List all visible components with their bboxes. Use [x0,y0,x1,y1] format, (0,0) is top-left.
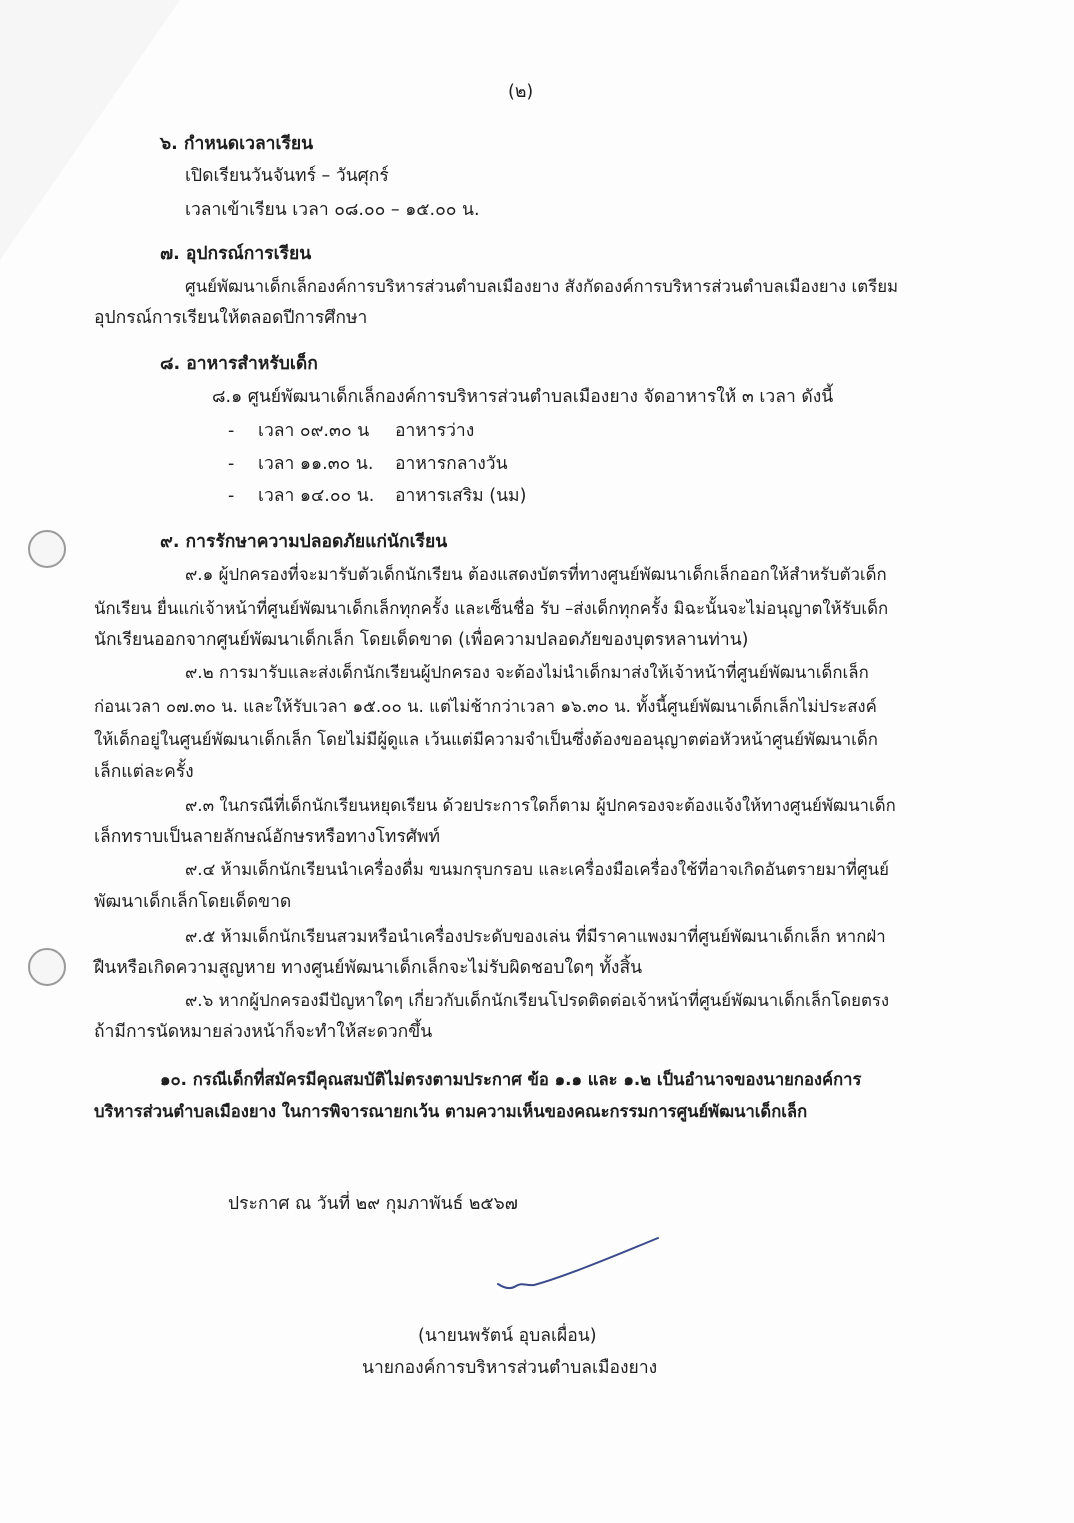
section-6-line: เวลาเข้าเรียน เวลา ๐๘.๐๐ – ๑๕.๐๐ น. [185,200,480,220]
paragraph-line: ให้เด็กอยู่ในศูนย์พัฒนาเด็กเล็ก โดยไม่มีผู้ดูแล เว้นแต่มีความจำเป็นซึ่งต้องขออนุญาตต่อหัวหน้าศูนย์พัฒนาเด็ก [94,729,878,749]
section-7-heading: ๗. อุปกรณ์การเรียน [160,244,312,264]
paragraph-line: นักเรียน ยื่นแก่เจ้าหน้าที่ศูนย์พัฒนาเด็กเล็กทุกครั้ง และเซ็นชื่อ รับ –ส่งเด็กทุกครั้ง มิฉะนั้นจะไม่อนุญาตให้รับเด็ก [94,598,889,618]
section-9-heading: ๙. การรักษาความปลอดภัยแก่นักเรียน [160,532,448,552]
punch-hole [28,530,66,568]
signature-mark [490,1228,670,1298]
paragraph-line: พัฒนาเด็กเล็กโดยเด็ดขาด [94,892,292,912]
meal-time: เวลา ๑๔.๐๐ น. [258,486,375,506]
section-7-line: อุปกรณ์การเรียนให้ตลอดปีการศึกษา [94,308,368,328]
punch-hole [28,948,66,986]
paragraph-line: ก่อนเวลา ๐๗.๓๐ น. และให้รับเวลา ๑๕.๐๐ น. แต่ไม่ช้ากว่าเวลา ๑๖.๓๐ น. ทั้งนี้ศูนย์พัฒนาเด็กเล็กไม่ประสงค์ [94,696,877,716]
announcement-date: ประกาศ ณ วันที่ ๒๙ กุมภาพันธ์ ๒๕๖๗ [228,1194,518,1214]
paragraph-line: ๙.๖ หากผู้ปกครองมีปัญหาใดๆ เกี่ยวกับเด็กนักเรียนโปรดติดต่อเจ้าหน้าที่ศูนย์พัฒนาเด็กเล็กโดยตรง [185,990,890,1010]
section-8-intro: ๘.๑ ศูนย์พัฒนาเด็กเล็กองค์การบริหารส่วนตำบลเมืองยาง จัดอาหารให้ ๓ เวลา ดังนี้ [212,387,834,407]
page-number: (๒) [508,82,534,102]
paragraph-line: เล็กทราบเป็นลายลักษณ์อักษรหรือทางโทรศัพท์ [94,827,441,847]
paragraph-line: ๙.๔ ห้ามเด็กนักเรียนนำเครื่องดื่ม ขนมกรุบกรอบ และเครื่องมือเครื่องใช้ที่อาจเกิดอันตรายมาที่ศูนย์ [185,859,889,879]
meal-dash: - [228,486,235,506]
section-6-heading: ๖. กำหนดเวลาเรียน [160,134,314,154]
signatory-position: นายกองค์การบริหารส่วนตำบลเมืองยาง [362,1358,658,1378]
paragraph-line: ๙.๒ การมารับและส่งเด็กนักเรียนผู้ปกครอง จะต้องไม่นำเด็กมาส่งให้เจ้าหน้าที่ศูนย์พัฒนาเด็กเล็ก [185,662,869,682]
meal-time: เวลา ๑๑.๓๐ น. [258,454,374,474]
page-fold-shadow [0,0,180,260]
meal-dash: - [228,454,235,474]
signatory-name: (นายนพรัตน์ อุบลเผื่อน) [418,1326,597,1346]
meal-time: เวลา ๐๙.๓๐ น [258,421,370,441]
paragraph-line: ๙.๑ ผู้ปกครองที่จะมารับตัวเด็กนักเรียน ต้องแสดงบัตรที่ทางศูนย์พัฒนาเด็กเล็กออกให้สำหรับตัวเด็ก [185,564,887,584]
meal-name: อาหารเสริม (นม) [395,486,527,506]
section-6-line: เปิดเรียนวันจันทร์ – วันศุกร์ [185,166,389,186]
paragraph-line: เล็กแต่ละครั้ง [94,762,194,782]
meal-name: อาหารว่าง [395,421,475,441]
paragraph-line: ๙.๕ ห้ามเด็กนักเรียนสวมหรือนำเครื่องประดับของเล่น ที่มีราคาแพงมาที่ศูนย์พัฒนาเด็กเล็ก หากฝ่า [185,926,886,946]
meal-dash: - [228,421,235,441]
section-8-heading: ๘. อาหารสำหรับเด็ก [160,354,318,374]
paragraph-line: ๙.๓ ในกรณีที่เด็กนักเรียนหยุดเรียน ด้วยประการใดก็ตาม ผู้ปกครองจะต้องแจ้งให้ทางศูนย์พัฒนาเด็ก [185,795,896,815]
section-7-line: ศูนย์พัฒนาเด็กเล็กองค์การบริหารส่วนตำบลเมืองยาง สังกัดองค์การบริหารส่วนตำบลเมืองยาง เตรียม [185,276,899,296]
paragraph-line: ถ้ามีการนัดหมายล่วงหน้าก็จะทำให้สะดวกขึ้น [94,1022,433,1042]
meal-name: อาหารกลางวัน [395,454,508,474]
section-10-line: บริหารส่วนตำบลเมืองยาง ในการพิจารณายกเว้น ตามความเห็นของคณะกรรมการศูนย์พัฒนาเด็กเล็ก [94,1102,808,1121]
paragraph-line: นักเรียนออกจากศูนย์พัฒนาเด็กเล็ก โดยเด็ดขาด (เพื่อความปลอดภัยของบุตรหลานท่าน) [94,630,749,650]
paragraph-line: ฝืนหรือเกิดความสูญหาย ทางศูนย์พัฒนาเด็กเล็กจะไม่รับผิดชอบใดๆ ทั้งสิ้น [94,958,643,978]
section-10-line: ๑๐. กรณีเด็กที่สมัครมีคุณสมบัติไม่ตรงตามประกาศ ข้อ ๑.๑ และ ๑.๒ เป็นอำนาจของนายกองค์การ [160,1070,862,1089]
